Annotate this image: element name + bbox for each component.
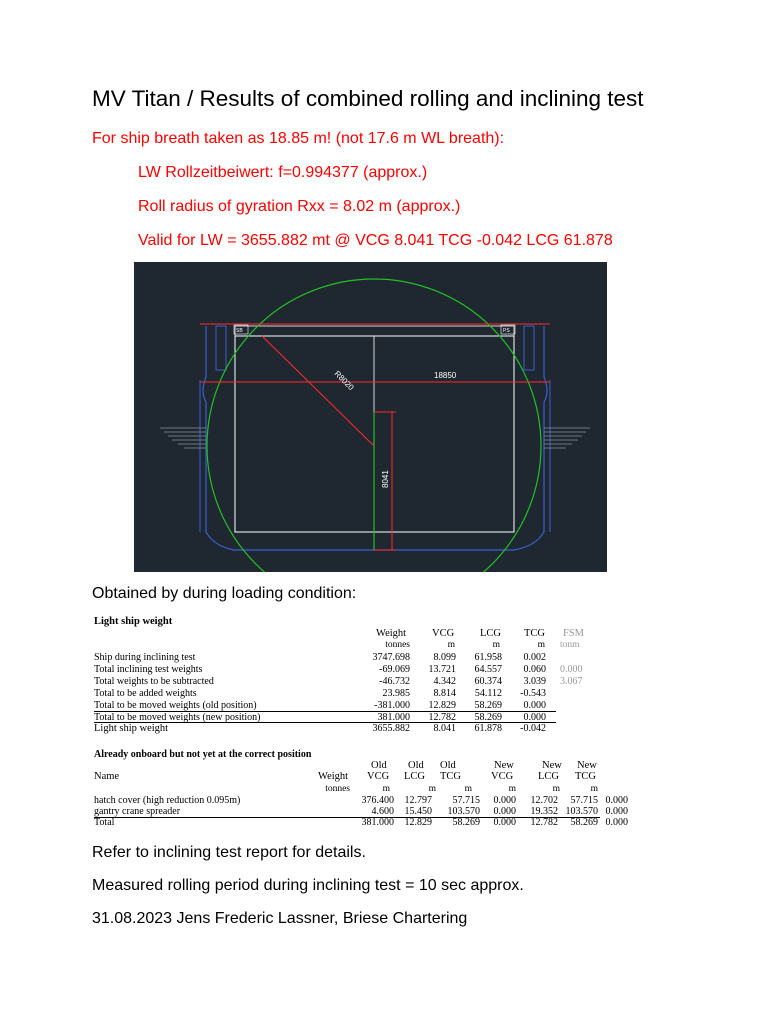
onboard-top-header-3: New bbox=[494, 760, 514, 771]
onboard-header-6: LCG bbox=[538, 771, 559, 782]
lightship-row-vcg: 4.342 bbox=[433, 676, 456, 687]
lightship-separator-rule bbox=[94, 711, 556, 712]
lightship-row-fsm: 3.067 bbox=[560, 676, 583, 687]
lightship-row-lcg: 58.269 bbox=[474, 700, 502, 711]
lightship-row-vcg: 8.814 bbox=[433, 688, 456, 699]
footer-rolling-period-line: Measured rolling period during inclining test = 10 sec approx. bbox=[92, 877, 524, 894]
onboard-cell-olcg: 103.570 bbox=[447, 806, 480, 817]
page-title: MV Titan / Results of combined rolling and inclining test bbox=[92, 86, 644, 111]
unit-fsm: tonm bbox=[560, 640, 580, 650]
left-tank-label: SB bbox=[236, 328, 243, 334]
onboard-cell-nlcg: 57.715 bbox=[570, 795, 598, 806]
onboard-unit-0: tonnes bbox=[325, 784, 350, 794]
onboard-header-5: VCG bbox=[491, 771, 514, 782]
onboard-row bbox=[94, 806, 628, 817]
onboard-top-header-2: Old bbox=[440, 760, 456, 771]
onboard-cell-name: gantry crane spreader bbox=[94, 806, 181, 817]
obtained-heading: Obtained by during loading condition: bbox=[92, 585, 357, 602]
lightship-row-lcg: 60.374 bbox=[474, 676, 502, 687]
lightship-row-tcg: 0.002 bbox=[523, 652, 546, 663]
cad-cross-section-svg bbox=[134, 262, 607, 572]
lightship-row-weight: 3747.698 bbox=[372, 652, 410, 663]
onboard-top-header-4: New bbox=[542, 760, 562, 771]
onboard-row bbox=[94, 795, 628, 806]
onboard-cell-name: Total bbox=[94, 817, 115, 828]
lightship-row-lcg: 61.958 bbox=[474, 652, 502, 663]
onboard-header-7: TCG bbox=[575, 771, 596, 782]
total-name: Light ship weight bbox=[94, 723, 169, 734]
lightship-total-row bbox=[94, 723, 614, 734]
right-tank-label: PS bbox=[503, 328, 510, 334]
lightship-row bbox=[94, 664, 614, 675]
lightship-row-name: Total to be added weights bbox=[94, 688, 197, 699]
unit-weight: tonnes bbox=[385, 640, 410, 650]
onboard-cell-ntcg: 0.000 bbox=[605, 806, 628, 817]
onboard-cell-otcg: 0.000 bbox=[493, 817, 516, 828]
total-tcg: -0.042 bbox=[520, 723, 546, 734]
lightship-row-name: Total weights to be subtracted bbox=[94, 676, 214, 687]
onboard-cell-nvcg: 19.352 bbox=[530, 806, 558, 817]
lightship-row-lcg: 64.557 bbox=[474, 664, 502, 675]
onboard-cell-olcg: 57.715 bbox=[452, 795, 480, 806]
onboard-header-1: Weight bbox=[318, 771, 349, 782]
lightship-row-vcg: 12.829 bbox=[428, 700, 456, 711]
lightship-table-title: Light ship weight bbox=[94, 616, 173, 627]
lightship-row-tcg: 0.000 bbox=[523, 700, 546, 711]
total-vcg: 8.041 bbox=[433, 723, 456, 734]
onboard-cell-olcg: 58.269 bbox=[452, 817, 480, 828]
lightship-row bbox=[94, 652, 614, 663]
footer-signature-line: 31.08.2023 Jens Frederic Lassner, Briese Chartering bbox=[92, 910, 468, 927]
lightship-row-vcg: 12.782 bbox=[428, 712, 456, 723]
onboard-unit-4: m bbox=[508, 784, 516, 794]
onboard-total-rule bbox=[94, 817, 600, 818]
lightship-row-name: Total to be moved weights (new position) bbox=[94, 712, 261, 723]
radius-label: R8020 bbox=[332, 369, 356, 393]
col-fsm-header: FSM bbox=[563, 628, 585, 639]
onboard-cell-otcg: 0.000 bbox=[493, 795, 516, 806]
onboard-top-header-1: Old bbox=[408, 760, 424, 771]
onboard-cell-nvcg: 12.782 bbox=[530, 817, 558, 828]
col-tcg-header: TCG bbox=[524, 628, 545, 639]
hull-side-lines bbox=[200, 380, 550, 532]
onboard-cell-weight: 376.400 bbox=[361, 795, 394, 806]
onboard-unit-1: m bbox=[382, 784, 390, 794]
onboard-cell-nvcg: 12.702 bbox=[530, 795, 558, 806]
lightship-row-lcg: 58.269 bbox=[474, 712, 502, 723]
col-lcg-header: LCG bbox=[480, 628, 501, 639]
side-tanks-outline bbox=[216, 326, 534, 370]
onboard-cell-ntcg: 0.000 bbox=[605, 795, 628, 806]
onboard-table-title: Already onboard but not yet at the correct position bbox=[94, 749, 312, 760]
ship-breath-note: For ship breath taken as 18.85 m! (not 17.6 m WL breath): bbox=[92, 130, 505, 147]
gyration-radius-line: Roll radius of gyration Rxx = 8.02 m (approx.) bbox=[138, 198, 461, 215]
unit-lcg: m bbox=[492, 640, 500, 650]
waterline-hatching-right bbox=[544, 428, 590, 448]
lightship-row-weight: -46.732 bbox=[379, 676, 410, 687]
roll-coefficient-line: LW Rollzeitbeiwert: f=0.994377 (approx.) bbox=[138, 164, 428, 181]
onboard-cell-weight: 4.600 bbox=[371, 806, 394, 817]
unit-tcg: m bbox=[537, 640, 545, 650]
onboard-cell-ovcg: 12.829 bbox=[404, 817, 432, 828]
lightship-row-weight: -69.069 bbox=[379, 664, 410, 675]
onboard-cell-ovcg: 15.450 bbox=[404, 806, 432, 817]
lightship-row-fsm: 0.000 bbox=[560, 664, 583, 675]
lightship-row bbox=[94, 700, 614, 711]
lightship-row-vcg: 13.721 bbox=[428, 664, 456, 675]
onboard-cell-nlcg: 58.269 bbox=[570, 817, 598, 828]
onboard-unit-6: m bbox=[590, 784, 598, 794]
lightship-row-name: Ship during inclining test bbox=[94, 652, 196, 663]
onboard-cell-name: hatch cover (high reduction 0.095m) bbox=[94, 795, 241, 806]
col-vcg-header: VCG bbox=[432, 628, 455, 639]
onboard-cell-ovcg: 12.797 bbox=[404, 795, 432, 806]
cad-cross-section-drawing bbox=[134, 262, 607, 572]
waterline-hatching-left bbox=[160, 428, 206, 448]
onboard-top-header-0: Old bbox=[371, 760, 387, 771]
vcg-label: 8041 bbox=[381, 470, 390, 488]
total-lcg: 61.878 bbox=[474, 723, 502, 734]
hull-outer-outline bbox=[203, 326, 547, 550]
lightship-row-tcg: 3.039 bbox=[523, 676, 546, 687]
breadth-label: 18850 bbox=[434, 371, 457, 380]
lightship-row-weight: -381.000 bbox=[374, 700, 410, 711]
unit-vcg: m bbox=[447, 640, 455, 650]
onboard-cell-weight: 381.000 bbox=[361, 817, 394, 828]
onboard-header-2: VCG bbox=[367, 771, 390, 782]
validity-line: Valid for LW = 3655.882 mt @ VCG 8.041 TCG -0.042 LCG 61.878 bbox=[138, 232, 613, 249]
onboard-top-header-5: New bbox=[577, 760, 597, 771]
lightship-row-vcg: 8.099 bbox=[433, 652, 456, 663]
onboard-header-3: LCG bbox=[404, 771, 425, 782]
onboard-unit-5: m bbox=[552, 784, 560, 794]
lightship-row-name: Total inclining test weights bbox=[94, 664, 203, 675]
lightship-row bbox=[94, 676, 614, 687]
lightship-row-lcg: 54.112 bbox=[474, 688, 502, 699]
lightship-row-tcg: 0.000 bbox=[523, 712, 546, 723]
onboard-header-4: TCG bbox=[440, 771, 461, 782]
onboard-header-0: Name bbox=[94, 771, 120, 782]
lightship-row-weight: 381.000 bbox=[377, 712, 410, 723]
lightship-row-weight: 23.985 bbox=[382, 688, 410, 699]
onboard-unit-3: m bbox=[464, 784, 472, 794]
onboard-cell-ntcg: 0.000 bbox=[605, 817, 628, 828]
onboard-cell-otcg: 0.000 bbox=[493, 806, 516, 817]
onboard-total-row bbox=[94, 817, 628, 828]
radius-dimension-line bbox=[262, 336, 374, 446]
footer-refer-line: Refer to inclining test report for details. bbox=[92, 844, 366, 861]
lightship-row bbox=[94, 688, 614, 699]
onboard-unit-2: m bbox=[428, 784, 436, 794]
total-weight: 3655.882 bbox=[372, 723, 410, 734]
lightship-row-tcg: 0.060 bbox=[523, 664, 546, 675]
lightship-row-tcg: -0.543 bbox=[520, 688, 546, 699]
lightship-row-name: Total to be moved weights (old position) bbox=[94, 700, 257, 711]
col-weight-header: Weight bbox=[376, 628, 407, 639]
onboard-cell-nlcg: 103.570 bbox=[565, 806, 598, 817]
hatch-cover-box bbox=[235, 326, 514, 336]
